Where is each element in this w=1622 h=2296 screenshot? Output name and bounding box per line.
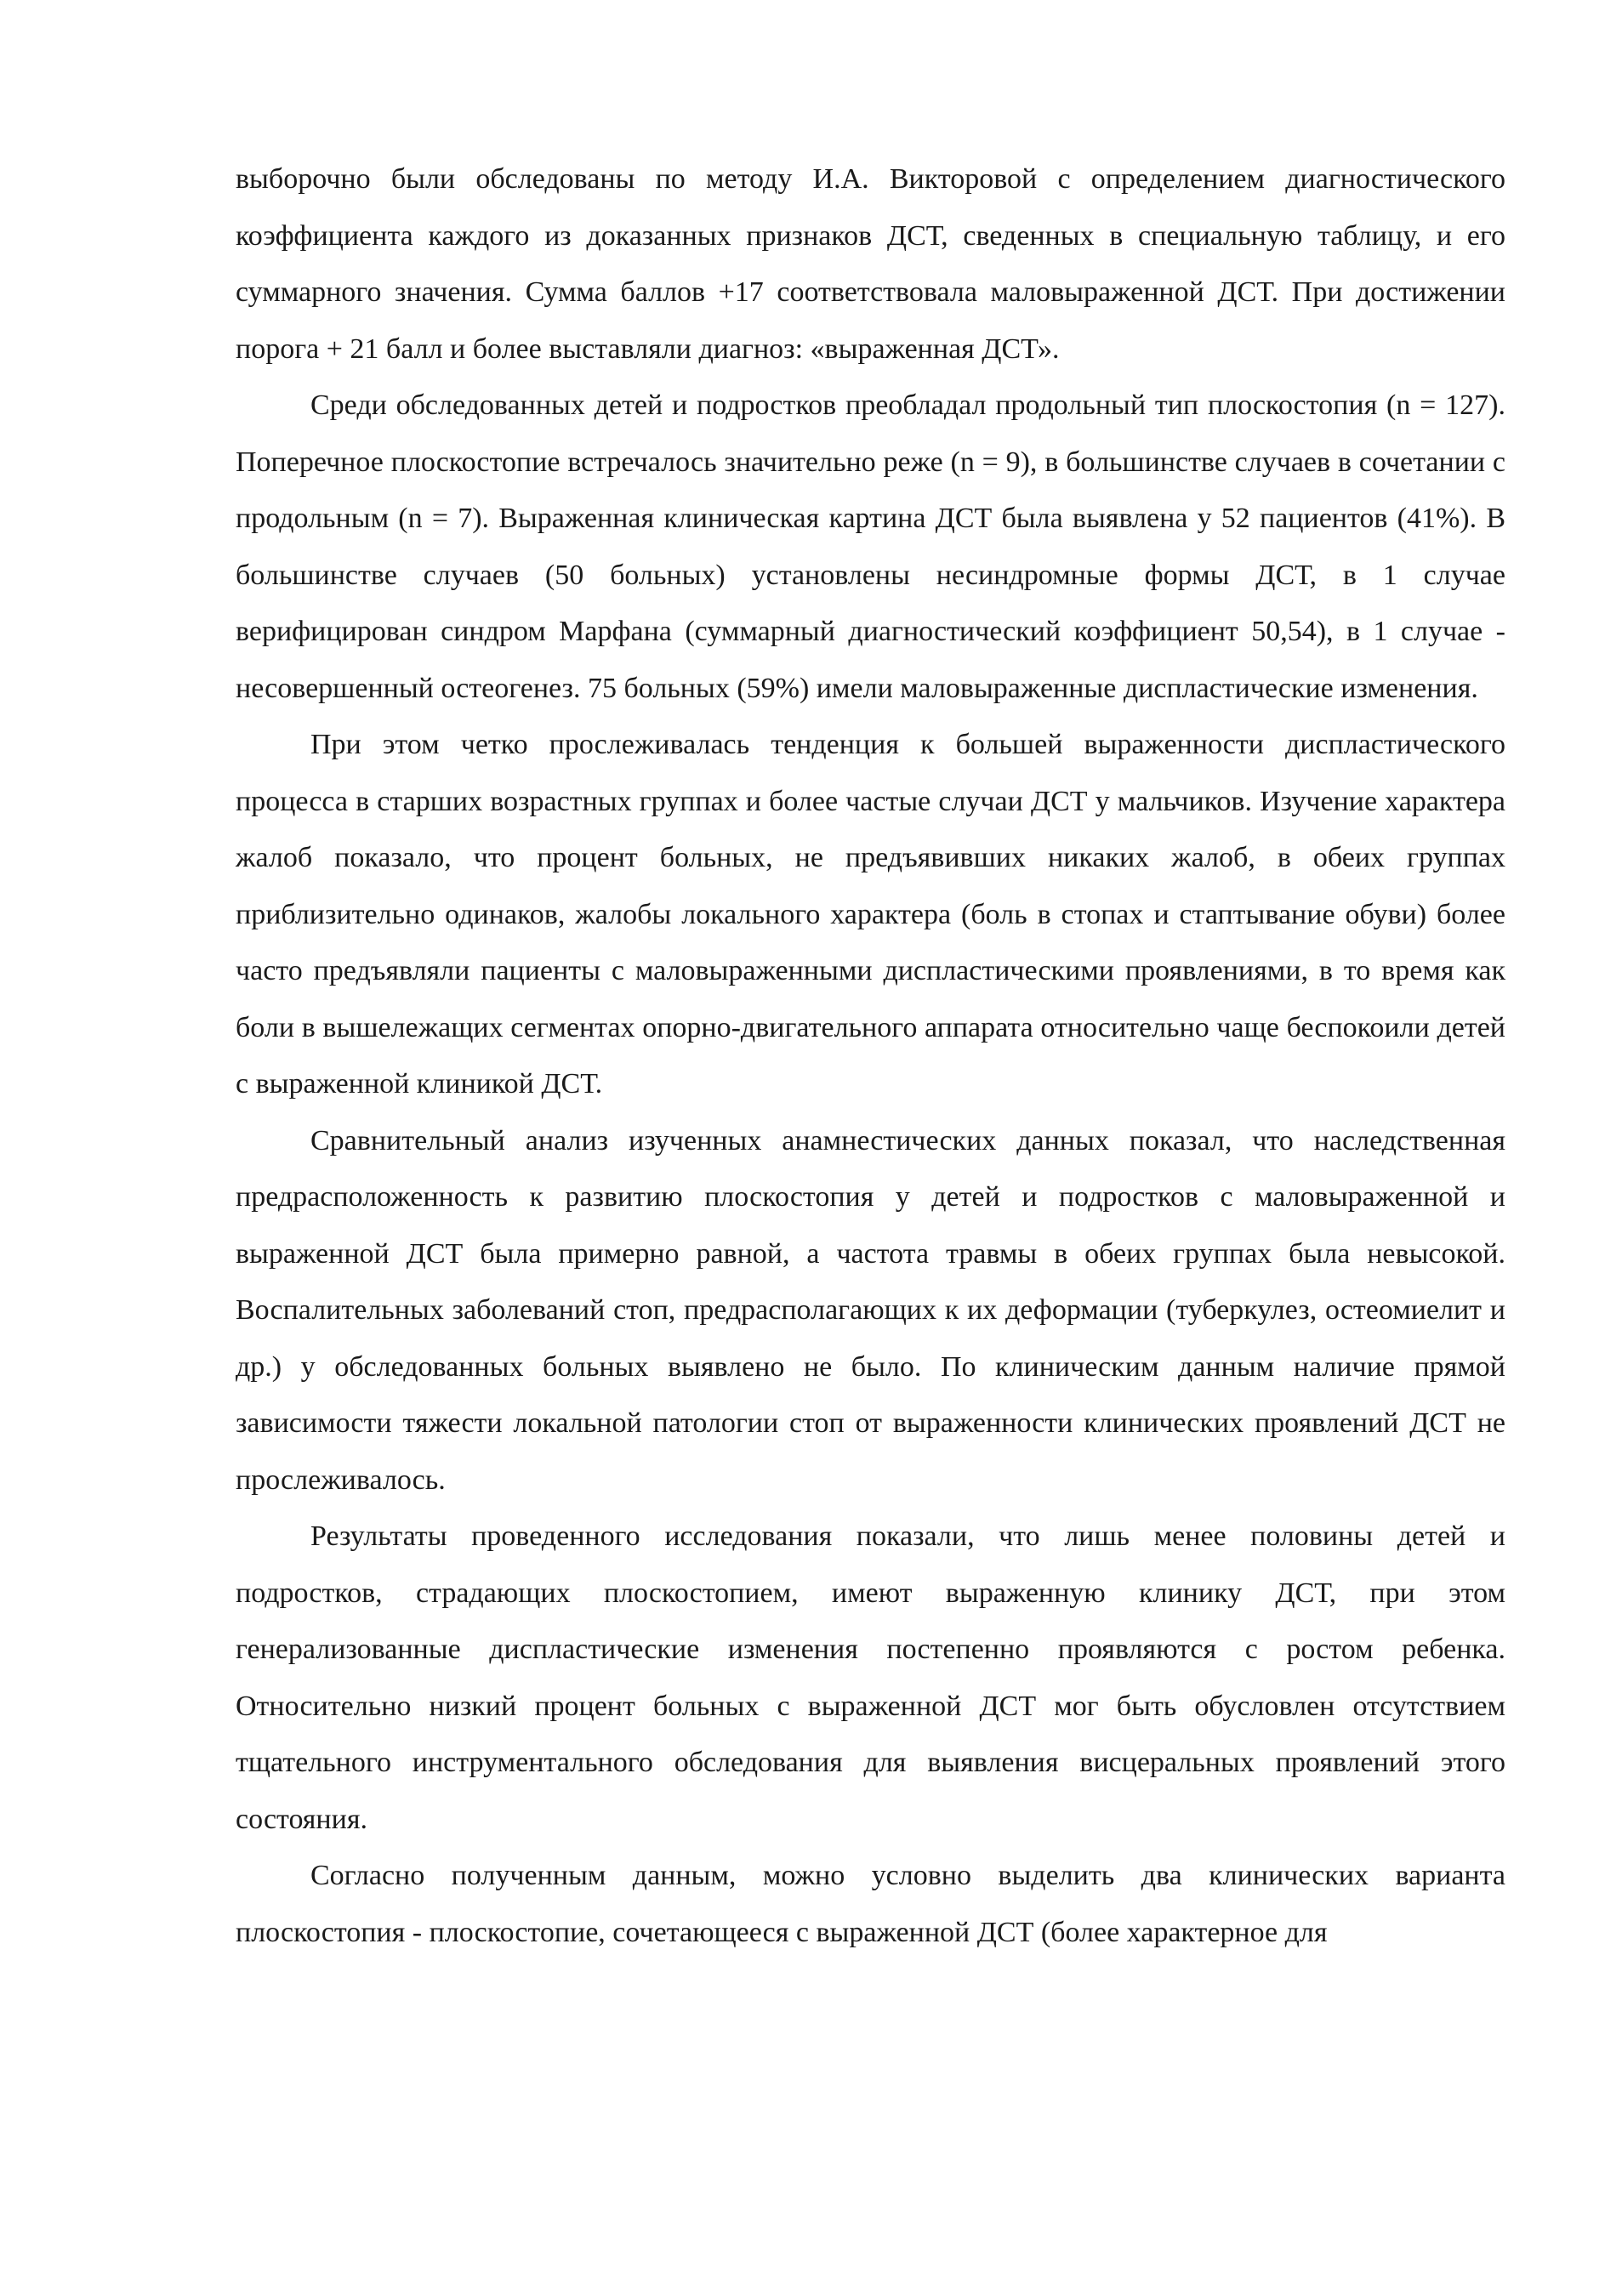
paragraph-flatfoot-types: Среди обследованных детей и подростков преобладал продольный тип плоскостопия (n = 127). Поперечное плоскостопие встречалось значительно реже (n = 9), в большинстве случаев в сочетании с продольным (n = 7). Выраженная клиническая картина ДСТ была выявлена у 52 пациентов (41%). В большинстве случаев (50 больных) установлены несиндромные формы ДСТ, в 1 случае верифицирован синдром Марфана (суммарный диагностический коэффициент 50,54), в 1 случае - несовершенный остеогенез. 75 больных (59%) имели маловыраженные диспластические изменения. xyxy=(236,389,1505,704)
paragraph-clinical-variants: Согласно полученным данным, можно условно выделить два клинических варианта плоскостопия - плоскостопие, сочетающееся с выраженной ДСТ (более характерное для xyxy=(236,1860,1505,1948)
paragraph-results: Результаты проведенного исследования показали, что лишь менее половины детей и подростков, страдающих плоскостопием, имеют выраженную клинику ДСТ, при этом генерализованные диспластические изменения постепенно проявляются с ростом ребенка. Относительно низкий процент больных с выраженной ДСТ мог быть обусловлен отсутствием тщательного инструментального обследования для выявления висцеральных проявлений этого состояния. xyxy=(236,1520,1505,1835)
paragraph-complaints: При этом четко прослеживалась тенденция к большей выраженности диспластического процесса в старших возрастных группах и более частые случаи ДСТ у мальчиков. Изучение характера жалоб показало, что процент больных, не предъявивших никаких жалоб, в обеих группах приблизительно одинаков, жалобы локального характера (боль в стопах и стаптывание обуви) более часто предъявляли пациенты с маловыраженными диспластическими проявлениями, в то время как боли в вышележащих сегментах опорно-двигательного аппарата относительно чаще беспокоили детей с выраженной клиникой ДСТ. xyxy=(236,729,1505,1100)
paragraph-anamnesis: Сравнительный анализ изученных анамнестических данных показал, что наследственная предрасположенность к развитию плоскостопия у детей и подростков с маловыраженной и выраженной ДСТ была примерно равной, а частота травмы в обеих группах была невысокой. Воспалительных заболеваний стоп, предрасполагающих к их деформации (туберкулез, остеомиелит и др.) у обследованных больных выявлено не было. По клиническим данным наличие прямой зависимости тяжести локальной патологии стоп от выраженности клинических проявлений ДСТ не прослеживалось. xyxy=(236,1124,1505,1496)
body-text xyxy=(236,151,1505,1961)
paragraph-continuation: выборочно были обследованы по методу И.А. Викторовой с определением диагностического коэффициента каждого из доказанных признаков ДСТ, сведенных в специальную таблицу, и его суммарного значения. Сумма баллов +17 соответствовала маловыраженной ДСТ. При достижении порога + 21 балл и более выставляли диагноз: «выраженная ДСТ». xyxy=(236,163,1505,365)
